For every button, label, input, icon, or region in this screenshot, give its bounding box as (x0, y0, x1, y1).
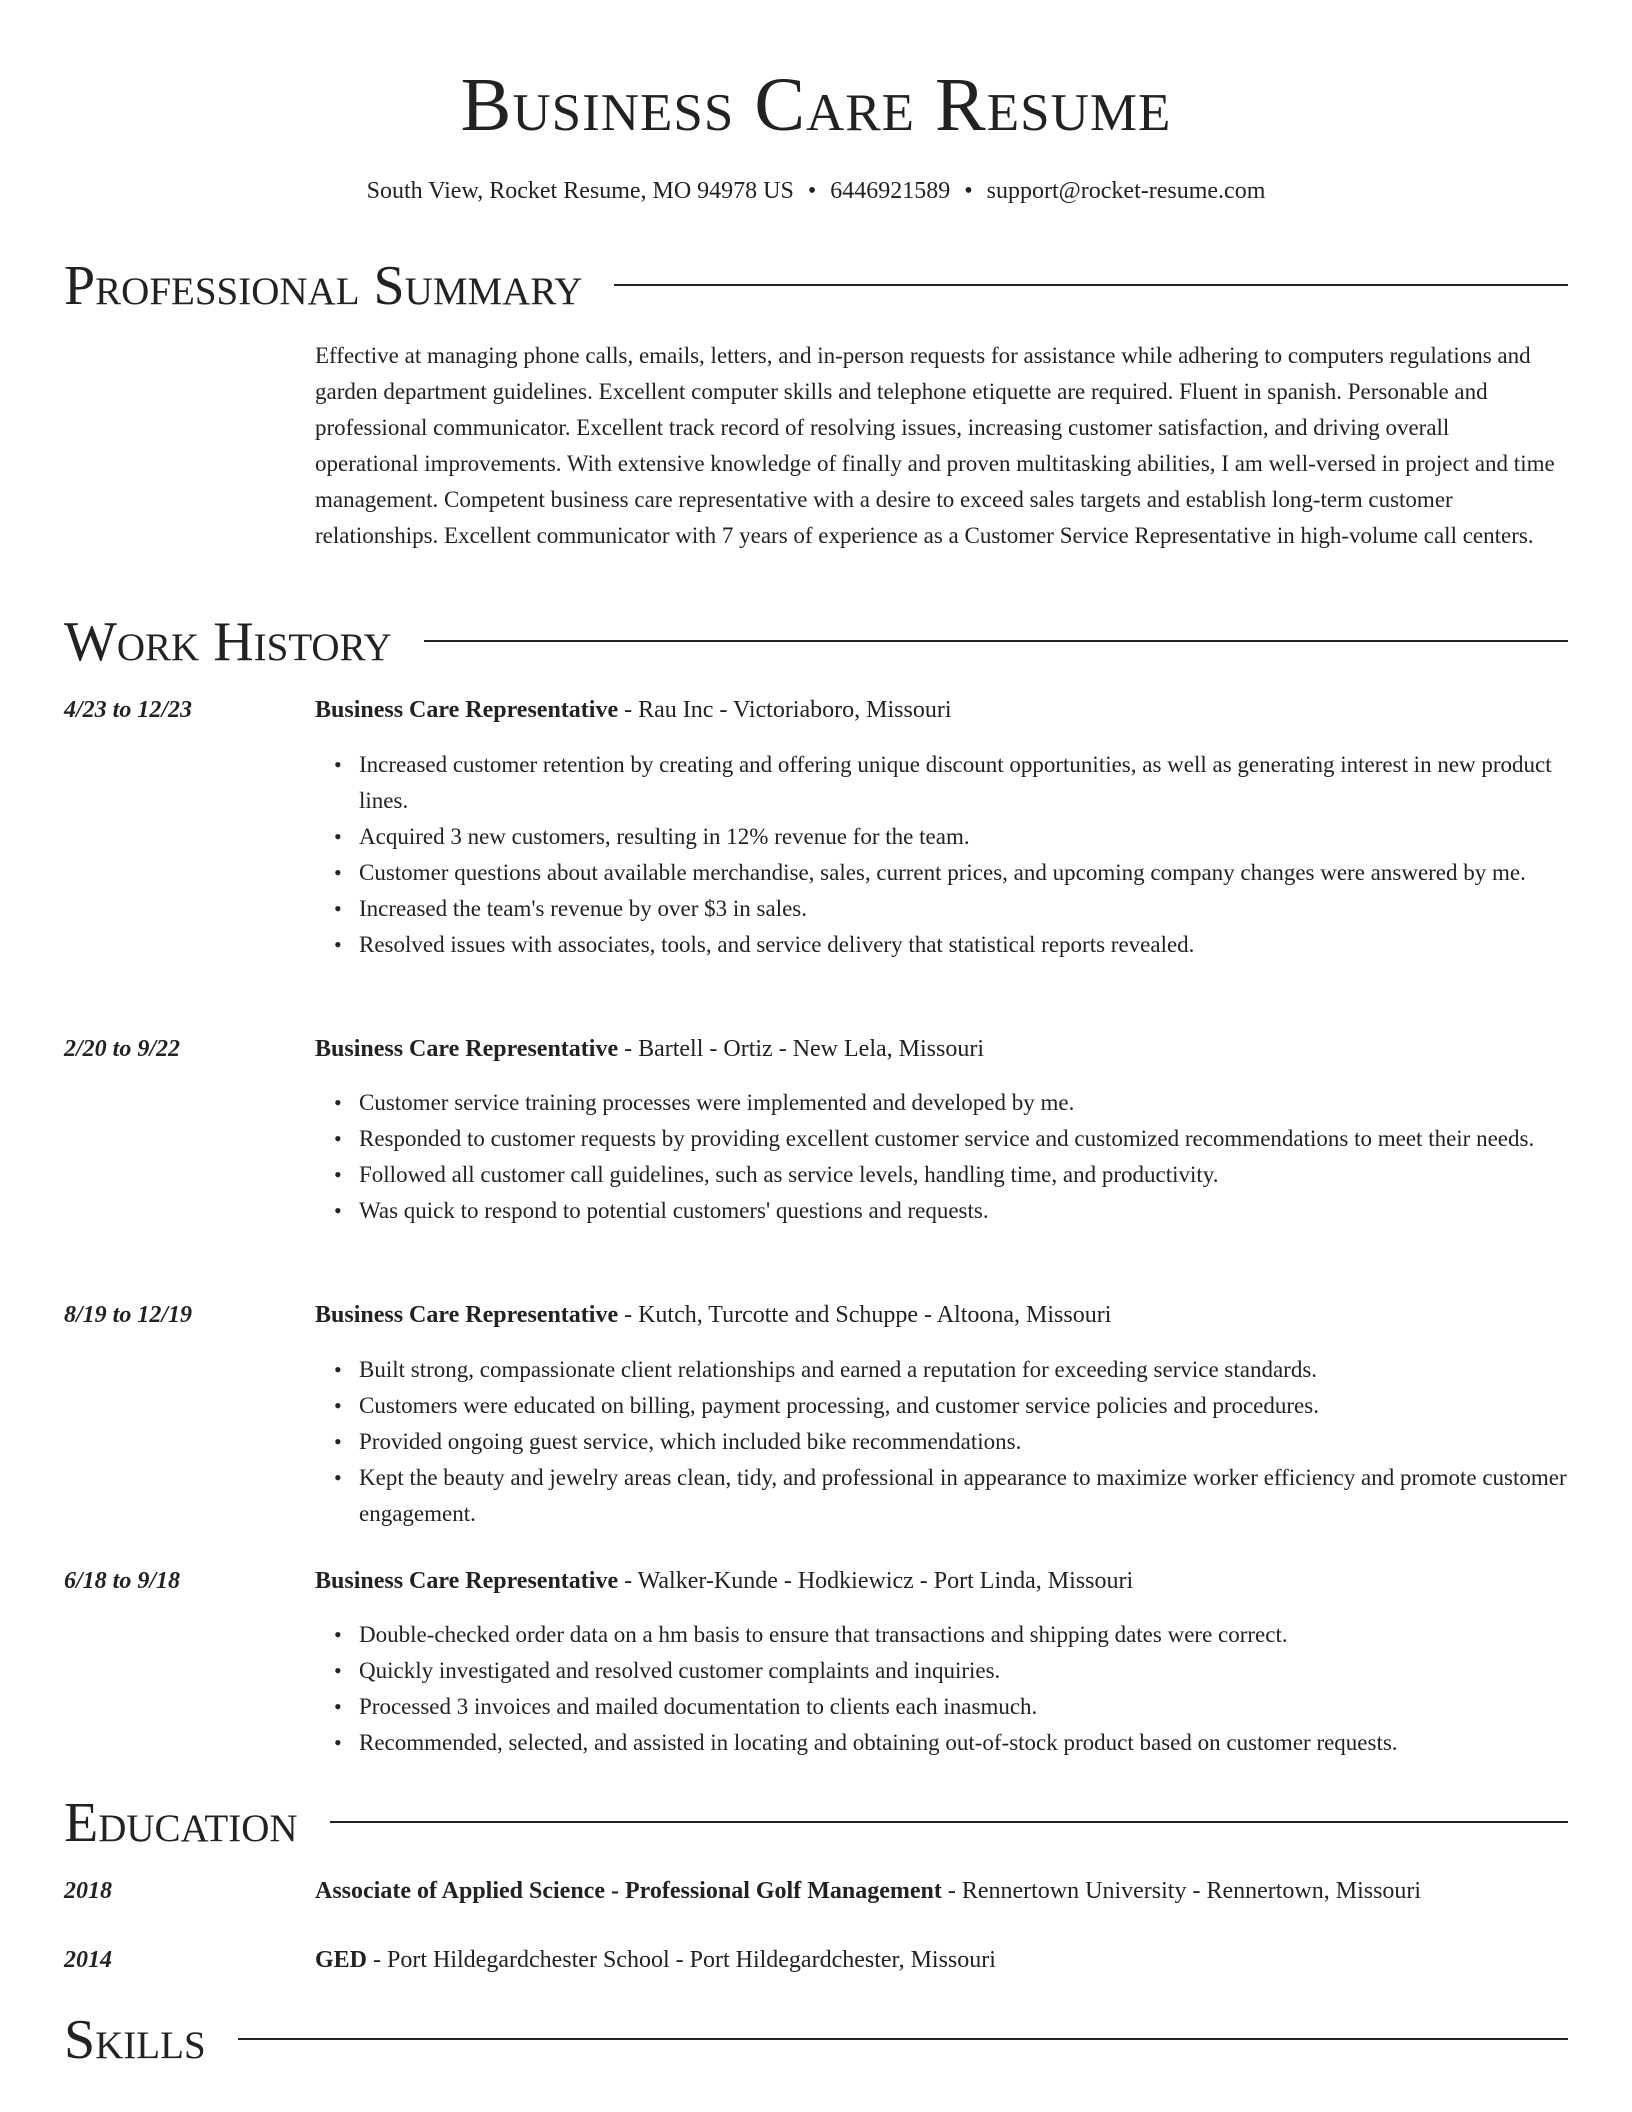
job-bullet: • Double-checked order data on a hm basis to ensure that transactions and shipping dates were correct. (359, 1617, 1568, 1653)
job-bullet-list (315, 1085, 1568, 1229)
job-bullet: • Kept the beauty and jewelry areas clean, tidy, and professional in appearance to maximize worker efficiency and promote customer engagement. (359, 1460, 1568, 1532)
section-divider (614, 284, 1568, 286)
education-line (315, 1874, 1568, 1908)
job-bullet: • Customer questions about available merchandise, sales, current prices, and upcoming company changes were answered by me. (359, 855, 1568, 891)
work-section-title: Work History (64, 611, 392, 673)
education-year: 2018 (64, 1878, 112, 1904)
education-degree: Associate of Applied Science - Professional Golf Management (315, 1878, 942, 1904)
job-title-line (315, 1564, 1568, 1598)
job-bullet: • Followed all customer call guidelines, such as service levels, handling time, and productivity. (359, 1157, 1568, 1193)
education-section-header (64, 1791, 1568, 1855)
job-bullet: • Recommended, selected, and assisted in locating and obtaining out-of-stock product based on customer requests. (359, 1725, 1568, 1761)
job-bullet: • Customer service training processes were implemented and developed by me. (359, 1085, 1568, 1121)
contact-address: South View, Rocket Resume, MO 94978 US (366, 178, 794, 204)
job-dates: 2/20 to 9/22 (64, 1036, 181, 1062)
job-title-line (315, 1032, 1568, 1066)
skills-section-title: Skills (64, 2009, 206, 2071)
job-dates: 8/19 to 12/19 (64, 1302, 193, 1328)
education-degree: GED (315, 1947, 368, 1973)
job-title: Business Care Representative (315, 1302, 619, 1328)
job-employer: - Walker-Kunde - Hodkiewicz - Port Linda, Missouri (618, 1568, 1134, 1594)
education-line (315, 1943, 1568, 1977)
job-employer: - Bartell - Ortiz - New Lela, Missouri (618, 1036, 984, 1062)
skills-section-header (64, 2008, 1568, 2072)
job-employer: - Rau Inc - Victoriaboro, Missouri (618, 697, 952, 723)
section-divider (330, 1821, 1568, 1823)
contact-separator: • (964, 178, 973, 204)
summary-section-title: Professional Summary (64, 255, 583, 317)
job-employer: - Kutch, Turcotte and Schuppe - Altoona, Missouri (618, 1302, 1112, 1328)
job-title-line (315, 1298, 1568, 1332)
job-bullet: • Was quick to respond to potential customers' questions and requests. (359, 1193, 1568, 1229)
job-bullet: • Built strong, compassionate client relationships and earned a reputation for exceeding service standards. (359, 1352, 1568, 1388)
job-bullet: • Processed 3 invoices and mailed documentation to clients each inasmuch. (359, 1689, 1568, 1725)
summary-section-header (64, 254, 1568, 318)
job-bullet: • Increased customer retention by creating and offering unique discount opportunities, as well as generating interest in new product lines. (359, 747, 1568, 819)
job-bullet: • Provided ongoing guest service, which included bike recommendations. (359, 1424, 1568, 1460)
job-bullet: • Acquired 3 new customers, resulting in 12% revenue for the team. (359, 819, 1568, 855)
job-title: Business Care Representative (315, 1568, 619, 1594)
job-title: Business Care Representative (315, 697, 619, 723)
job-bullet: • Increased the team's revenue by over $3 in sales. (359, 891, 1568, 927)
job-bullet-list (315, 747, 1568, 963)
summary-text: Effective at managing phone calls, emails, letters, and in-person requests for assistance while adhering to computers regulations and garden department guidelines. Excellent computer skills and telephone etiquette are required. Fluent in spanish. Personable and professional communicator. Excellent track record of resolving issues, increasing customer satisfaction, and driving overall operational improvements. With extensive knowledge of finally and proven multitasking abilities, I am well-versed in project and time management. Competent business care representative with a desire to exceed sales targets and establish long-term customer relationships. Excellent communicator with 7 years of experience as a Customer Service Representative in high-volume call centers. (315, 343, 1555, 548)
job-bullet: • Responded to customer requests by providing excellent customer service and customized recommendations to meet their needs. (359, 1121, 1568, 1157)
job-bullet-list (315, 1617, 1568, 1761)
contact-separator: • (807, 178, 817, 204)
contact-email[interactable]: support@rocket-resume.com (986, 178, 1266, 204)
contact-phone: 6446921589 (830, 178, 951, 204)
job-title-line (315, 693, 1568, 727)
work-section-header (64, 610, 1568, 674)
education-section-title: Education (64, 1792, 298, 1854)
section-divider (424, 640, 1568, 642)
job-dates: 6/18 to 9/18 (64, 1568, 181, 1594)
resume-name: Business Care Resume (460, 63, 1172, 147)
contact-line (64, 174, 1568, 208)
job-bullet: • Resolved issues with associates, tools, and service delivery that statistical reports revealed. (359, 927, 1568, 963)
job-bullet: • Customers were educated on billing, payment processing, and customer service policies and procedures. (359, 1388, 1568, 1424)
education-year: 2014 (64, 1947, 112, 1973)
section-divider (238, 2038, 1568, 2040)
job-title: Business Care Representative (315, 1036, 619, 1062)
job-bullet: • Quickly investigated and resolved customer complaints and inquiries. (359, 1653, 1568, 1689)
education-school: - Rennertown University - Rennertown, Missouri (941, 1878, 1422, 1904)
job-dates: 4/23 to 12/23 (64, 697, 193, 723)
job-bullet-list (315, 1352, 1568, 1532)
education-school: - Port Hildegardchester School - Port Hildegardchester, Missouri (367, 1947, 996, 1973)
